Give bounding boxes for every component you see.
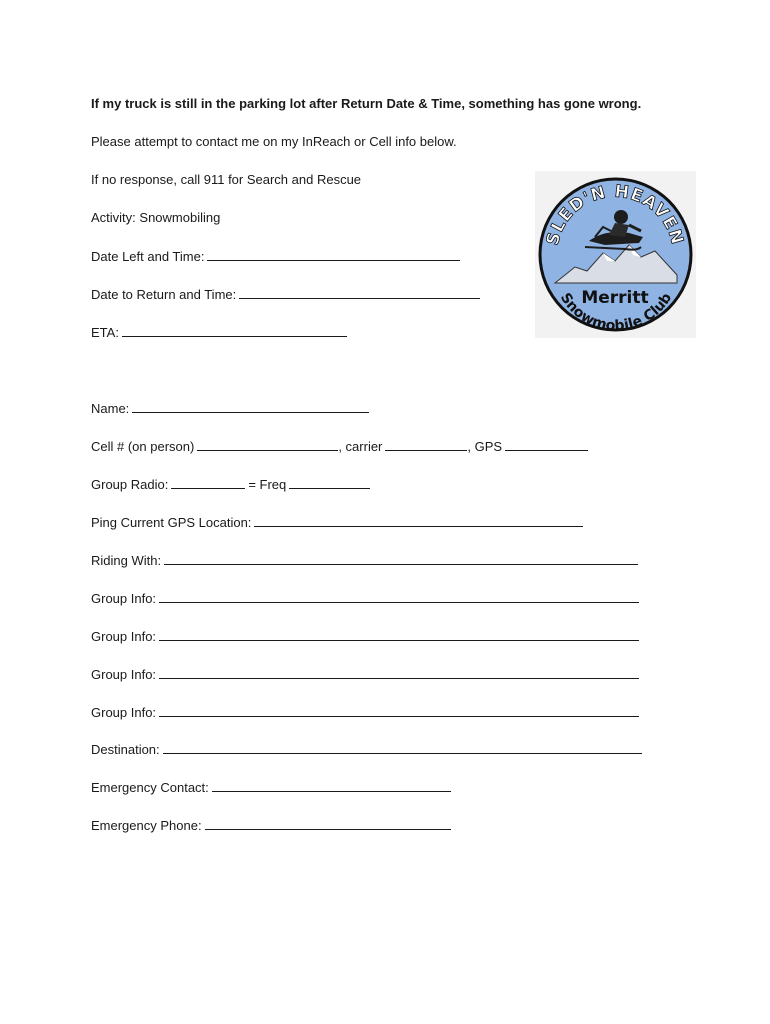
group-info-field[interactable] <box>159 628 639 641</box>
group-info-label: Group Info: <box>91 629 157 644</box>
emergency-phone-row <box>91 817 451 834</box>
sled-n-heaven-logo-icon <box>535 171 696 338</box>
no-response-note: If no response, call 911 for Search and Rescue <box>91 172 362 187</box>
group-info-row-1 <box>91 590 639 607</box>
emergency-phone-label: Emergency Phone: <box>91 818 202 833</box>
destination-label: Destination: <box>91 742 160 757</box>
riding-with-row <box>91 552 638 569</box>
date-return-row <box>91 286 480 303</box>
emergency-contact-row <box>91 779 451 796</box>
group-radio-label: Group Radio: <box>91 477 169 492</box>
date-return-field[interactable] <box>239 286 480 299</box>
date-return-label: Date to Return and Time: <box>91 287 237 302</box>
date-left-field[interactable] <box>207 248 460 261</box>
logo-top-text: SLED'N HEAVEN <box>542 181 688 248</box>
group-radio-field[interactable] <box>171 476 245 489</box>
destination-row <box>91 741 642 758</box>
group-radio-row <box>91 476 370 493</box>
ping-gps-field[interactable] <box>254 514 583 527</box>
ping-gps-row <box>91 514 583 531</box>
gps-label: , GPS <box>467 439 503 454</box>
ping-gps-label: Ping Current GPS Location: <box>91 515 252 530</box>
contact-note: Please attempt to contact me on my InReach or Cell info below. <box>91 134 457 149</box>
carrier-field[interactable] <box>385 438 467 451</box>
emergency-contact-label: Emergency Contact: <box>91 780 209 795</box>
logo-merritt-text: Merritt <box>581 288 649 308</box>
freq-field[interactable] <box>289 476 370 489</box>
riding-with-field[interactable] <box>164 552 638 565</box>
group-info-label: Group Info: <box>91 667 157 682</box>
group-info-row-2 <box>91 628 639 645</box>
emergency-contact-field[interactable] <box>212 779 451 792</box>
carrier-label: , carrier <box>338 439 383 454</box>
date-left-label: Date Left and Time: <box>91 249 205 264</box>
cell-row <box>91 438 588 455</box>
group-info-label: Group Info: <box>91 591 157 606</box>
group-info-row-4 <box>91 704 639 721</box>
eta-row <box>91 324 347 341</box>
emergency-phone-field[interactable] <box>205 817 451 830</box>
form-heading: If my truck is still in the parking lot after Return Date & Time, something has gone wrong. <box>91 96 642 111</box>
name-row <box>91 400 369 417</box>
name-field[interactable] <box>132 400 369 413</box>
cell-label: Cell # (on person) <box>91 439 195 454</box>
riding-with-label: Riding With: <box>91 553 162 568</box>
group-info-label: Group Info: <box>91 705 157 720</box>
group-info-field[interactable] <box>159 590 639 603</box>
group-info-row-3 <box>91 666 639 683</box>
logo-bottom-text: Snowmobile Club <box>556 290 676 335</box>
group-info-field[interactable] <box>159 704 639 717</box>
activity-text: Activity: Snowmobiling <box>91 210 221 225</box>
name-label: Name: <box>91 401 130 416</box>
date-left-row <box>91 248 460 265</box>
club-logo <box>535 171 696 338</box>
freq-label: = Freq <box>248 477 287 492</box>
eta-field[interactable] <box>122 324 347 337</box>
gps-field[interactable] <box>505 438 588 451</box>
eta-label: ETA: <box>91 325 119 340</box>
group-info-field[interactable] <box>159 666 639 679</box>
destination-field[interactable] <box>163 741 642 754</box>
cell-field[interactable] <box>197 438 338 451</box>
